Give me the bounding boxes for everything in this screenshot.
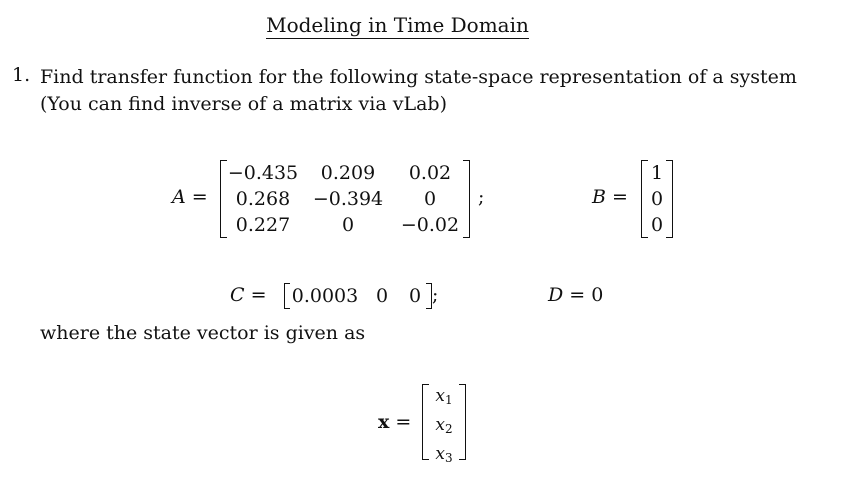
matrix-cell: 0 [650, 188, 664, 210]
state-vector-entry: $x_2$ [435, 415, 453, 436]
matrix-cell: −0.435 [227, 162, 299, 184]
question-text: Find transfer function for the following state-space representation of a system (You can find inverse of a matrix via vLab) [40, 66, 797, 115]
matrix-cell: 0 [408, 285, 422, 307]
matrix-d-equation: D = 0 [548, 284, 604, 306]
matrix-c-label: C = [230, 284, 267, 306]
right-bracket [459, 384, 466, 460]
state-vector-label: x = [378, 411, 412, 433]
left-bracket [284, 283, 290, 309]
matrix-cell: 1 [650, 162, 664, 184]
matrix-cell: 0.268 [235, 188, 291, 210]
question-number: 1. [12, 64, 31, 86]
matrix-c [284, 283, 432, 309]
state-vector-intro: where the state vector is given as [40, 322, 366, 344]
left-bracket [641, 160, 648, 238]
left-bracket [220, 160, 227, 238]
state-vector-entry: $x_1$ [435, 386, 453, 407]
matrix-cell: 0.0003 [291, 285, 359, 307]
matrix-cell: 0.227 [235, 214, 291, 236]
right-bracket [666, 160, 673, 238]
matrix-cell: 0.209 [320, 162, 376, 184]
matrix-a [220, 160, 470, 238]
matrix-cell: −0.02 [400, 214, 460, 236]
matrix-cell: 0.02 [408, 162, 452, 184]
matrix-cell: 0 [423, 188, 437, 210]
state-vector [422, 384, 466, 465]
matrix-b-label: B = [592, 186, 628, 208]
matrix-b [641, 160, 673, 238]
state-vector-entry: $x_3$ [435, 444, 453, 465]
matrix-a-separator: ; [478, 186, 485, 208]
left-bracket [422, 384, 429, 460]
matrix-cell: 0 [341, 214, 355, 236]
matrix-cell: −0.394 [312, 188, 384, 210]
matrix-cell: 0 [375, 285, 389, 307]
page-title: Modeling in Time Domain [266, 13, 529, 37]
matrix-cell: 0 [650, 214, 664, 236]
matrix-a-label: A = [172, 186, 208, 208]
right-bracket [463, 160, 470, 238]
matrix-c-separator: ; [432, 284, 439, 306]
